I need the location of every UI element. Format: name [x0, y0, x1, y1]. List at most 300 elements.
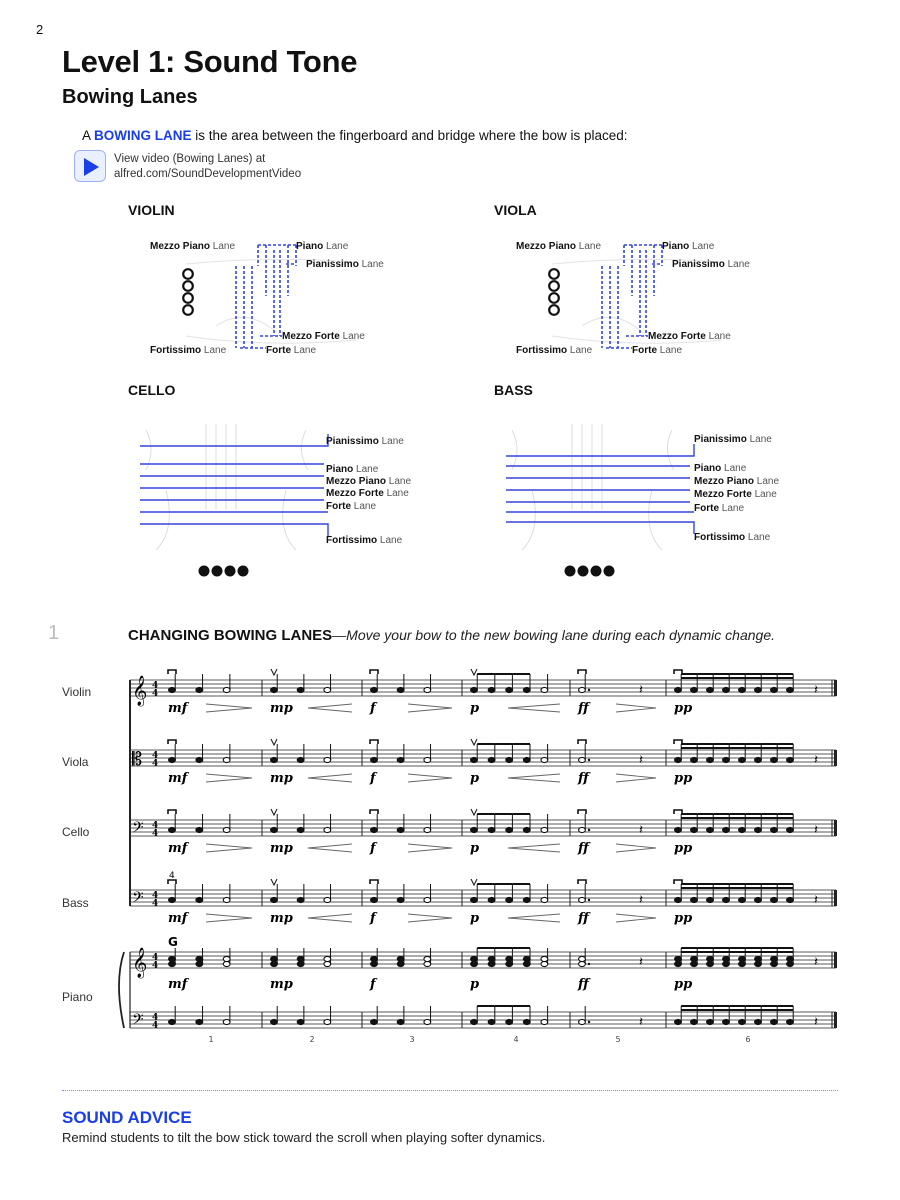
intro-keyword: BOWING LANE — [94, 128, 192, 143]
note-head — [324, 757, 331, 762]
dynamic-marking: p — [470, 701, 480, 716]
page-title: Level 1: Sound Tone — [62, 44, 358, 79]
note-head — [196, 1019, 203, 1024]
cello-string-markers — [198, 564, 250, 578]
note-head — [691, 757, 698, 762]
note-head — [707, 897, 714, 902]
note-head — [523, 956, 530, 961]
note-head — [541, 687, 548, 692]
dynamic-marking: mf — [168, 771, 188, 786]
note-head — [739, 956, 746, 961]
note-head — [488, 897, 495, 902]
time-signature-bottom: 4 — [152, 689, 159, 699]
play-icon[interactable] — [74, 150, 106, 182]
note-head — [324, 956, 331, 961]
down-bow-mark — [168, 670, 176, 674]
decrescendo-hairpin — [408, 774, 452, 782]
note-head — [424, 687, 431, 692]
exercise-number: 1 — [48, 622, 60, 644]
note-head — [675, 827, 682, 832]
crescendo-hairpin — [508, 704, 560, 712]
measure-number: 6 — [745, 1035, 751, 1044]
dynamic-marking: p — [470, 977, 480, 992]
down-bow-mark — [168, 810, 176, 814]
dynamic-marking: f — [370, 977, 376, 992]
string-marker — [183, 305, 193, 315]
part-label-cello: Cello — [62, 825, 90, 839]
music-score — [0, 660, 900, 1050]
note-head — [371, 897, 378, 902]
note-head — [371, 687, 378, 692]
note-head — [541, 897, 548, 902]
violin-lane-mp: Mezzo Piano Lane — [150, 241, 236, 252]
string-marker — [549, 269, 559, 279]
note-head — [723, 897, 730, 902]
note-head — [169, 827, 176, 832]
down-bow-mark — [674, 670, 682, 674]
note-head — [675, 897, 682, 902]
string-marker — [183, 269, 193, 279]
note-head — [579, 961, 586, 966]
note-head — [271, 961, 278, 966]
violin-lane-pp: Pianissimo Lane — [306, 259, 384, 270]
decrescendo-hairpin — [408, 844, 452, 852]
rest: 𝄽 — [639, 955, 643, 970]
note-head — [324, 687, 331, 692]
down-bow-mark — [674, 880, 682, 884]
final-barline-thick — [834, 680, 837, 696]
note-head — [471, 956, 478, 961]
decrescendo-hairpin — [616, 914, 656, 922]
rest: 𝄽 — [814, 753, 818, 768]
up-bow-mark — [471, 879, 477, 885]
bass-lane-p: Piano Lane — [694, 463, 747, 474]
dynamic-marking: f — [370, 701, 376, 716]
rest: 𝄽 — [814, 683, 818, 698]
note-head — [196, 956, 203, 961]
string-marker — [549, 293, 559, 303]
dynamic-marking: pp — [674, 911, 693, 926]
note-head — [488, 687, 495, 692]
note-head — [723, 956, 730, 961]
down-bow-mark — [370, 810, 378, 814]
note-head — [506, 897, 513, 902]
note-head — [488, 1019, 495, 1024]
note-head — [371, 827, 378, 832]
dynamic-marking: p — [470, 841, 480, 856]
note-head — [541, 827, 548, 832]
dynamic-marking: f — [370, 911, 376, 926]
note-head — [223, 687, 230, 692]
note-head — [297, 897, 304, 902]
note-head — [787, 956, 794, 961]
fingering-number: 4 — [169, 871, 175, 881]
note-head — [424, 961, 431, 966]
string-marker — [183, 293, 193, 303]
crescendo-hairpin — [308, 774, 352, 782]
note-head — [771, 687, 778, 692]
up-bow-mark — [471, 809, 477, 815]
note-head — [755, 687, 762, 692]
note-head — [723, 757, 730, 762]
crescendo-hairpin — [508, 914, 560, 922]
note-head — [675, 757, 682, 762]
time-signature-top: 4 — [152, 953, 159, 963]
note-head — [755, 827, 762, 832]
dynamic-marking: mp — [270, 771, 293, 786]
note-head — [691, 1019, 698, 1024]
dynamic-marking: mp — [270, 911, 293, 926]
note-head — [707, 956, 714, 961]
down-bow-mark — [168, 740, 176, 744]
note-head — [691, 961, 698, 966]
note-head — [579, 897, 586, 902]
rest: 𝄽 — [814, 893, 818, 908]
note-head — [787, 827, 794, 832]
note-head — [755, 757, 762, 762]
decrescendo-hairpin — [616, 774, 656, 782]
note-head — [324, 897, 331, 902]
viola-lane-mp: Mezzo Piano Lane — [516, 241, 602, 252]
note-head — [297, 1019, 304, 1024]
intro-text: A BOWING LANE is the area between the fingerboard and bridge where the bow is placed: — [82, 128, 628, 143]
up-bow-mark — [271, 879, 277, 885]
note-head — [169, 1019, 176, 1024]
dynamic-marking: mf — [168, 701, 188, 716]
note-head — [324, 1019, 331, 1024]
note-head — [196, 757, 203, 762]
sound-advice-heading: SOUND ADVICE — [62, 1108, 192, 1127]
chord-symbol: G — [168, 935, 178, 949]
note-head — [723, 687, 730, 692]
note-head — [506, 687, 513, 692]
note-head — [488, 961, 495, 966]
note-head — [169, 687, 176, 692]
cello-lane-mp: Mezzo Piano Lane — [326, 476, 412, 487]
time-signature-bottom: 4 — [152, 1021, 159, 1031]
measure-number: 3 — [409, 1035, 415, 1044]
note-dot — [588, 829, 590, 831]
clef-bass: 𝄢 — [132, 819, 144, 840]
final-barline-thick — [834, 750, 837, 766]
rest: 𝄽 — [814, 1015, 818, 1030]
bass-lane-ff: Fortissimo Lane — [694, 532, 771, 543]
note-head — [691, 827, 698, 832]
note-head — [324, 961, 331, 966]
note-head — [541, 961, 548, 966]
note-head — [397, 1019, 404, 1024]
note-head — [506, 827, 513, 832]
note-head — [523, 827, 530, 832]
note-head — [523, 687, 530, 692]
violin-lane-ff: Fortissimo Lane — [150, 345, 227, 356]
down-bow-mark — [674, 740, 682, 744]
note-head — [223, 827, 230, 832]
video-link[interactable] — [74, 150, 334, 186]
violin-heading: VIOLIN — [128, 202, 175, 218]
cello-lane-ff: Fortissimo Lane — [326, 535, 403, 546]
note-head — [169, 956, 176, 961]
crescendo-hairpin — [308, 844, 352, 852]
decrescendo-hairpin — [616, 704, 656, 712]
dynamic-marking: ff — [578, 841, 589, 856]
note-head — [488, 827, 495, 832]
note-head — [223, 961, 230, 966]
clef-alto: 𝄡 — [132, 749, 143, 770]
note-head — [271, 956, 278, 961]
note-head — [755, 956, 762, 961]
note-head — [471, 961, 478, 966]
bass-heading: BASS — [494, 382, 533, 398]
string-marker — [549, 281, 559, 291]
bass-string-markers — [564, 564, 616, 578]
dynamic-marking: f — [370, 771, 376, 786]
note-head — [196, 827, 203, 832]
time-signature-top: 4 — [152, 751, 159, 761]
down-bow-mark — [370, 880, 378, 884]
decrescendo-hairpin — [616, 844, 656, 852]
note-head — [471, 1019, 478, 1024]
down-bow-mark — [578, 810, 586, 814]
page-number: 2 — [36, 22, 44, 37]
dynamic-marking: f — [370, 841, 376, 856]
dynamic-marking: ff — [578, 977, 589, 992]
note-head — [271, 897, 278, 902]
clef-bass: 𝄢 — [132, 1011, 144, 1032]
note-head — [739, 687, 746, 692]
note-head — [271, 827, 278, 832]
note-head — [424, 757, 431, 762]
crescendo-hairpin — [308, 914, 352, 922]
rest: 𝄽 — [814, 955, 818, 970]
note-head — [691, 897, 698, 902]
note-head — [707, 757, 714, 762]
cello-lane-p: Piano Lane — [326, 464, 379, 475]
note-head — [471, 827, 478, 832]
note-head — [541, 1019, 548, 1024]
note-head — [739, 827, 746, 832]
note-head — [397, 827, 404, 832]
up-bow-mark — [271, 809, 277, 815]
decrescendo-hairpin — [206, 844, 252, 852]
note-head — [723, 961, 730, 966]
video-line-1: View video (Bowing Lanes) at — [114, 153, 266, 165]
clef-treble: 𝄞 — [132, 676, 148, 706]
note-head — [523, 961, 530, 966]
note-head — [771, 827, 778, 832]
note-head — [196, 961, 203, 966]
note-head — [223, 757, 230, 762]
time-signature-top: 4 — [152, 891, 159, 901]
note-head — [755, 961, 762, 966]
note-head — [755, 897, 762, 902]
note-head — [579, 827, 586, 832]
down-bow-mark — [370, 670, 378, 674]
note-head — [707, 827, 714, 832]
dynamic-marking: mf — [168, 911, 188, 926]
rest: 𝄽 — [639, 823, 643, 838]
final-barline-thick — [834, 890, 837, 906]
time-signature-bottom: 4 — [152, 759, 159, 769]
dynamic-marking: p — [470, 911, 480, 926]
part-label-viola: Viola — [62, 755, 89, 769]
note-head — [691, 687, 698, 692]
note-head — [297, 757, 304, 762]
viola-lane-p: Piano Lane — [662, 241, 715, 252]
note-dot — [588, 899, 590, 901]
measure-number: 2 — [309, 1035, 315, 1044]
video-url[interactable]: alfred.com/SoundDevelopmentVideo — [114, 168, 302, 180]
violin-lane-mf: Mezzo Forte Lane — [282, 331, 365, 342]
exercise-heading — [128, 627, 775, 644]
cello-lane-mf: Mezzo Forte Lane — [326, 488, 409, 499]
crescendo-hairpin — [508, 844, 560, 852]
part-label-piano: Piano — [62, 990, 93, 1004]
note-head — [523, 757, 530, 762]
note-head — [541, 757, 548, 762]
note-dot — [588, 689, 590, 691]
note-head — [579, 956, 586, 961]
note-head — [787, 1019, 794, 1024]
clef-treble: 𝄞 — [132, 948, 148, 978]
note-head — [506, 956, 513, 961]
up-bow-mark — [471, 739, 477, 745]
rest: 𝄽 — [814, 823, 818, 838]
note-head — [707, 961, 714, 966]
note-head — [506, 961, 513, 966]
note-head — [223, 897, 230, 902]
note-dot — [588, 1021, 590, 1023]
note-head — [271, 757, 278, 762]
bass-lane-f: Forte Lane — [694, 503, 745, 514]
dynamic-marking: pp — [674, 701, 693, 716]
note-head — [471, 687, 478, 692]
piano-brace — [119, 952, 124, 1028]
dynamic-marking: ff — [578, 911, 589, 926]
down-bow-mark — [674, 810, 682, 814]
note-head — [223, 956, 230, 961]
note-head — [397, 956, 404, 961]
violin-lane-f: Forte Lane — [266, 345, 317, 356]
dynamic-marking: p — [470, 771, 480, 786]
exercise-title: CHANGING BOWING LANES — [128, 627, 333, 644]
note-head — [324, 827, 331, 832]
final-barline-thick — [834, 952, 837, 968]
note-head — [371, 956, 378, 961]
note-head — [397, 687, 404, 692]
rest: 𝄽 — [639, 683, 643, 698]
rest: 𝄽 — [639, 1015, 643, 1030]
dynamic-marking: ff — [578, 771, 589, 786]
final-barline-thick — [834, 1012, 837, 1028]
exercise-instruction: —Move your bow to the new bowing lane during each dynamic change. — [332, 627, 775, 643]
time-signature-bottom: 4 — [152, 961, 159, 971]
note-head — [691, 956, 698, 961]
note-head — [787, 961, 794, 966]
note-head — [169, 757, 176, 762]
note-head — [371, 757, 378, 762]
decrescendo-hairpin — [206, 914, 252, 922]
note-head — [675, 687, 682, 692]
note-head — [397, 897, 404, 902]
final-barline-thick — [834, 820, 837, 836]
note-head — [755, 1019, 762, 1024]
measure-number: 5 — [615, 1035, 621, 1044]
dynamic-marking: mf — [168, 977, 188, 992]
note-dot — [588, 759, 590, 761]
decrescendo-hairpin — [206, 704, 252, 712]
note-head — [223, 1019, 230, 1024]
note-head — [579, 687, 586, 692]
note-head — [424, 827, 431, 832]
note-head — [297, 827, 304, 832]
note-head — [707, 687, 714, 692]
viola-lane-ff: Fortissimo Lane — [516, 345, 593, 356]
note-head — [169, 897, 176, 902]
up-bow-mark — [271, 739, 277, 745]
dynamic-marking: pp — [674, 977, 693, 992]
crescendo-hairpin — [508, 774, 560, 782]
note-head — [196, 687, 203, 692]
measure-number: 4 — [513, 1035, 519, 1044]
bass-lane-mp: Mezzo Piano Lane — [694, 476, 780, 487]
note-head — [271, 1019, 278, 1024]
note-head — [579, 757, 586, 762]
note-head — [675, 1019, 682, 1024]
down-bow-mark — [578, 670, 586, 674]
crescendo-hairpin — [308, 704, 352, 712]
measure-number: 1 — [208, 1035, 214, 1044]
note-head — [739, 961, 746, 966]
viola-lane-pp: Pianissimo Lane — [672, 259, 750, 270]
page-subtitle: Bowing Lanes — [62, 86, 198, 108]
viola-lane-mf: Mezzo Forte Lane — [648, 331, 731, 342]
note-head — [506, 757, 513, 762]
note-head — [707, 1019, 714, 1024]
note-head — [771, 897, 778, 902]
down-bow-mark — [578, 880, 586, 884]
dynamic-marking: mp — [270, 701, 293, 716]
dynamic-marking: mp — [270, 977, 293, 992]
note-head — [579, 1019, 586, 1024]
up-bow-mark — [271, 669, 277, 675]
note-head — [297, 961, 304, 966]
note-head — [771, 1019, 778, 1024]
note-head — [271, 687, 278, 692]
bass-lane-pp: Pianissimo Lane — [694, 434, 772, 445]
note-head — [541, 956, 548, 961]
note-head — [787, 757, 794, 762]
note-head — [739, 1019, 746, 1024]
note-head — [488, 757, 495, 762]
note-head — [488, 956, 495, 961]
violin-lane-p: Piano Lane — [296, 241, 349, 252]
dynamic-marking: mf — [168, 841, 188, 856]
note-head — [675, 956, 682, 961]
note-head — [196, 897, 203, 902]
note-head — [723, 1019, 730, 1024]
note-head — [723, 827, 730, 832]
note-head — [397, 961, 404, 966]
up-bow-mark — [471, 669, 477, 675]
dynamic-marking: pp — [674, 771, 693, 786]
note-head — [771, 757, 778, 762]
viola-heading: VIOLA — [494, 202, 537, 218]
note-head — [424, 956, 431, 961]
time-signature-top: 4 — [152, 681, 159, 691]
note-head — [297, 956, 304, 961]
note-head — [787, 897, 794, 902]
